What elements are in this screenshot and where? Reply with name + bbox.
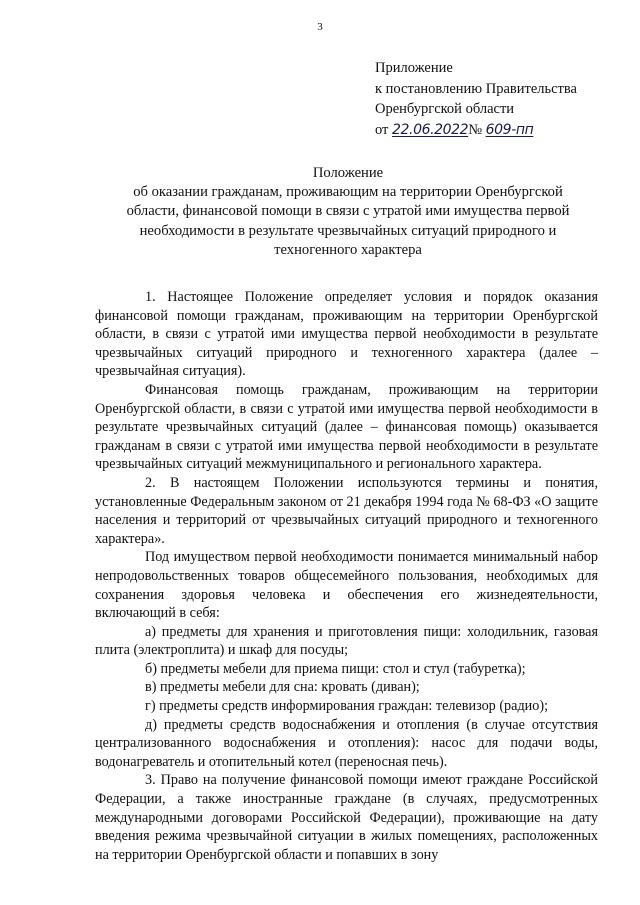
document-body (95, 288, 598, 864)
title-line: об оказании гражданам, проживающим на территории Оренбургской (133, 184, 563, 201)
annex-resolution: к постановлению Правительства (375, 80, 577, 97)
list-item: а) предметы для хранения и приготовления пищи: холодильник, газовая плита (электроплита) и шкаф для посуды; (95, 623, 598, 659)
document-title (88, 164, 608, 260)
title-line: области, финансовой помощи в связи с утратой ими имущества первой (126, 203, 570, 220)
title-line: техногенного характера (274, 241, 422, 258)
list-item: в) предметы мебели для сна: кровать (диван); (145, 679, 420, 696)
list-item: г) предметы средств информирования граждан: телевизор (радио); (145, 698, 549, 715)
page-number: 3 (317, 21, 323, 33)
list-item: б) предметы мебели для приема пищи: стол и стул (табуретка); (145, 660, 526, 677)
annex-number: 609-пп (485, 121, 534, 138)
annex-date-line (375, 120, 615, 141)
paragraph: 3. Право на получение финансовой помощи имеют граждане Российской Федерации, а также иностранные граждане (в случаях, предусмотренных международными договорами Российской Федерации), проживающие на дату введения режима чрезвычайной ситуации в жилых помещениях, расположенных на территории Оренбургской области и попавших в зону (95, 772, 598, 863)
annex-date: 22.06.2022 (392, 121, 469, 138)
paragraph: 1. Настоящее Положение определяет условия и порядок оказания финансовой помощи гражданам, проживающим на территории Оренбургской области, в связи с утратой ими имущества первой необходимости в результате чрезвычайных ситуаций природного и техногенного характера (далее – чрезвычайная ситуация). (95, 289, 598, 380)
annex-header (375, 58, 615, 140)
paragraph: Финансовая помощь гражданам, проживающим на территории Оренбургской области, в связи с утратой ими имущества первой необходимости в результате чрезвычайных ситуаций (далее – финансовая помощь) оказывается гражданам в связи с утратой ими имущества первой необходимости в результате чрезвычайных ситуаций межмуниципального и регионального характера. (95, 381, 598, 473)
title-line: необходимости в результате чрезвычайных ситуаций природного и (139, 222, 557, 239)
annex-region: Оренбургской области (375, 101, 515, 117)
annex-from-label: от (375, 121, 389, 138)
annex-title: Приложение (375, 60, 453, 76)
paragraph: 2. В настоящем Положении используются термины и понятия, установленные Федеральным законом от 21 декабря 1994 года № 68-ФЗ «О защите населения и территорий от чрезвычайных ситуаций природного и техногенного характера». (95, 474, 598, 547)
annex-number-label: № (468, 121, 483, 138)
paragraph: Под имуществом первой необходимости понимается минимальный набор непродовольственных товаров общесемейного пользования, необходимых для сохранения здоровья человека и обеспечения его жизнедеятельности, включающий в себя: (95, 549, 598, 622)
title-heading: Положение (312, 165, 384, 181)
list-item: д) предметы средств водоснабжения и отопления (в случае отсутствия централизованного водоснабжения и отопления): насос для подачи воды, водонагреватель и отопительный котел (переносная печь). (95, 716, 598, 770)
